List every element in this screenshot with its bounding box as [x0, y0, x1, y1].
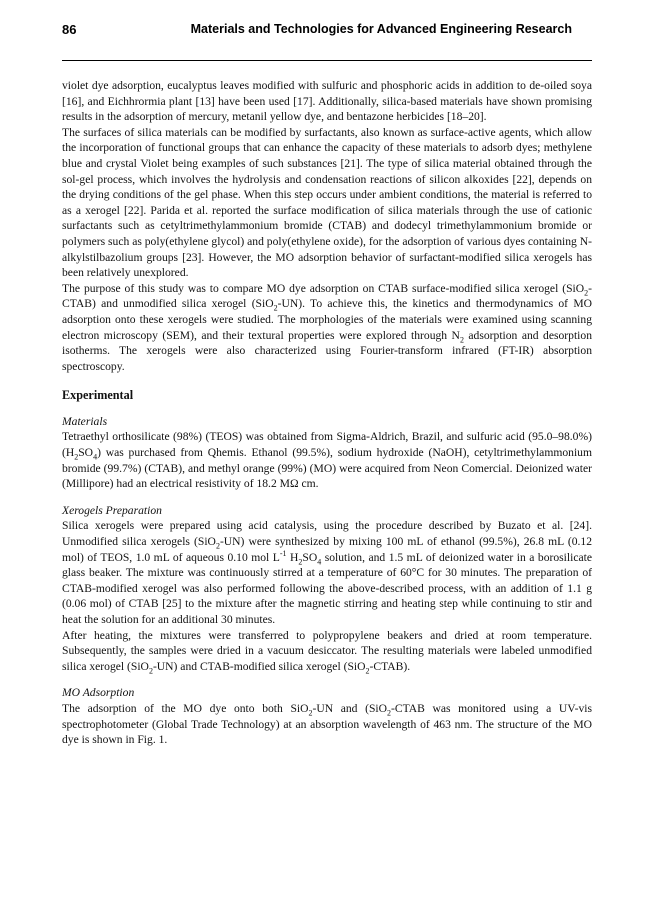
- subsection-heading-materials: Materials: [62, 414, 108, 428]
- article-body: [62, 78, 592, 748]
- page-number: 86: [62, 22, 77, 37]
- subsection-heading-mo-adsorption: MO Adsorption: [62, 686, 135, 700]
- paragraph-purpose: The purpose of this study was to compare MO dye adsorption on CTAB surface-modified silica xerogel (SiO$_2$-CTAB) and unmodified silica xerogel (SiO$_2$-UN). To achieve this, the kinetics and thermodynamics of MO adsorption onto these xerogels were studied. The morphologies of the materials were examined using scanning electron microscopy (SEM), and their textural properties were explored through $N_2$ adsorption and desorption isotherms. The xerogels were also characterized using Fourier-transform infrared (FT-IR) absorption spectroscopy.: [62, 281, 593, 373]
- journal-title: Materials and Technologies for Advanced Engineering Research: [190, 22, 572, 36]
- paragraph-xerogels-synthesis: Silica xerogels were prepared using acid catalysis, using the procedure described by Buzato et al. [24]. Unmodified silica xerogels (SiO$_2$-UN) were synthesized by mixing 100 mL of ethanol (99.5%), 26.8 mL (0.12 mol) of TEOS, 1.0 mL of aqueous 0.10 mol $L^{-1}$ $H_2SO_4$ solution, and 1.5 mL of deionized water in a borosilicate glass beaker. The mixture was continuously stirred at a temperature of 60°C for 30 minutes. The preparation of CTAB-modified xerogel was also performed following the above-described process, with an addition of 1.1 g (0.06 mol) of CTAB [25] to the mixture after the magnetic stirring and heating step while continuing to stir and heat the solution for an additional 30 minutes.: [62, 519, 593, 626]
- paragraph-intro-continued: violet dye adsorption, eucalyptus leaves modified with sulfuric and phosphoric acids in addition to de-oiled soya [16], and Eichhrormia plant [13] have been used [17]. Additionally, silica-based materials have shown promising results in the adsorption of mercury, metanil yellow dye, and bentazone herbicides [18–20].: [62, 79, 592, 124]
- running-header: [62, 22, 592, 42]
- paragraph-surfactants: The surfaces of silica materials can be modified by surfactants, also known as surface-active agents, which allow the incorporation of functional groups that can enhance the capacity of these materials to adsorb dyes; methylene blue and crystal Violet being examples of such substances [21]. The type of silica material obtained through the sol-gel process, which involves the hydrolysis and condensation reactions of silicon alkoxides [22], depends on the drying conditions of the gel phase. When this step occurs under ambient conditions, the material is referred to as a xerogel [22]. Parida et al. reported the surface modification of silica materials through the use of cationic surfactants such as cetyltrimethylammonium bromide (CTAB) and dodecyl trimethylammonium bromide or polymers such as poly(ethylene glycol) and poly(ethylene oxide), for the adsorption of various dyes containing N-alkylstilbazolium groups [23]. However, the MO adsorption behavior of surfactant-modified silica xerogels has been relatively unexplored.: [62, 125, 592, 280]
- section-heading-experimental: Experimental: [62, 388, 134, 403]
- paragraph-mo-adsorption: The adsorption of the MO dye onto both SiO$_2$-UN and (SiO$_2$-CTAB was monitored using a UV-vis spectrophotometer (Global Trade Technology) at an absorption wavelength of 463 nm. The structure of the MO dye is shown in Fig. 1.: [62, 701, 592, 747]
- header-rule: [62, 60, 592, 61]
- paragraph-xerogels-drying: After heating, the mixtures were transferred to polypropylene beakers and dried at room temperature. Subsequently, the samples were dried in a vacuum desiccator. The resulting materials were labeled unmodified silica xerogel (SiO$_2$-UN) and CTAB-modified silica xerogel (SiO$_2$-CTAB).: [62, 628, 592, 676]
- subsection-heading-xerogels: Xerogels Preparation: [62, 503, 162, 517]
- paragraph-materials: Tetraethyl orthosilicate (98%) (TEOS) was obtained from Sigma-Aldrich, Brazil, and sulfuric acid (95.0–98.0%) $(H_2SO_4)$ was purchased from Qhemis. Ethanol (99.5%), sodium hydroxide (NaOH), cetyltrimethylammonium bromide (99.7%) (CTAB), and methyl orange (99%) (MO) were acquired from Neon Comercial. Deionized water (Millipore) had an electrical resistivity of 18.2 MΩ cm.: [62, 430, 592, 491]
